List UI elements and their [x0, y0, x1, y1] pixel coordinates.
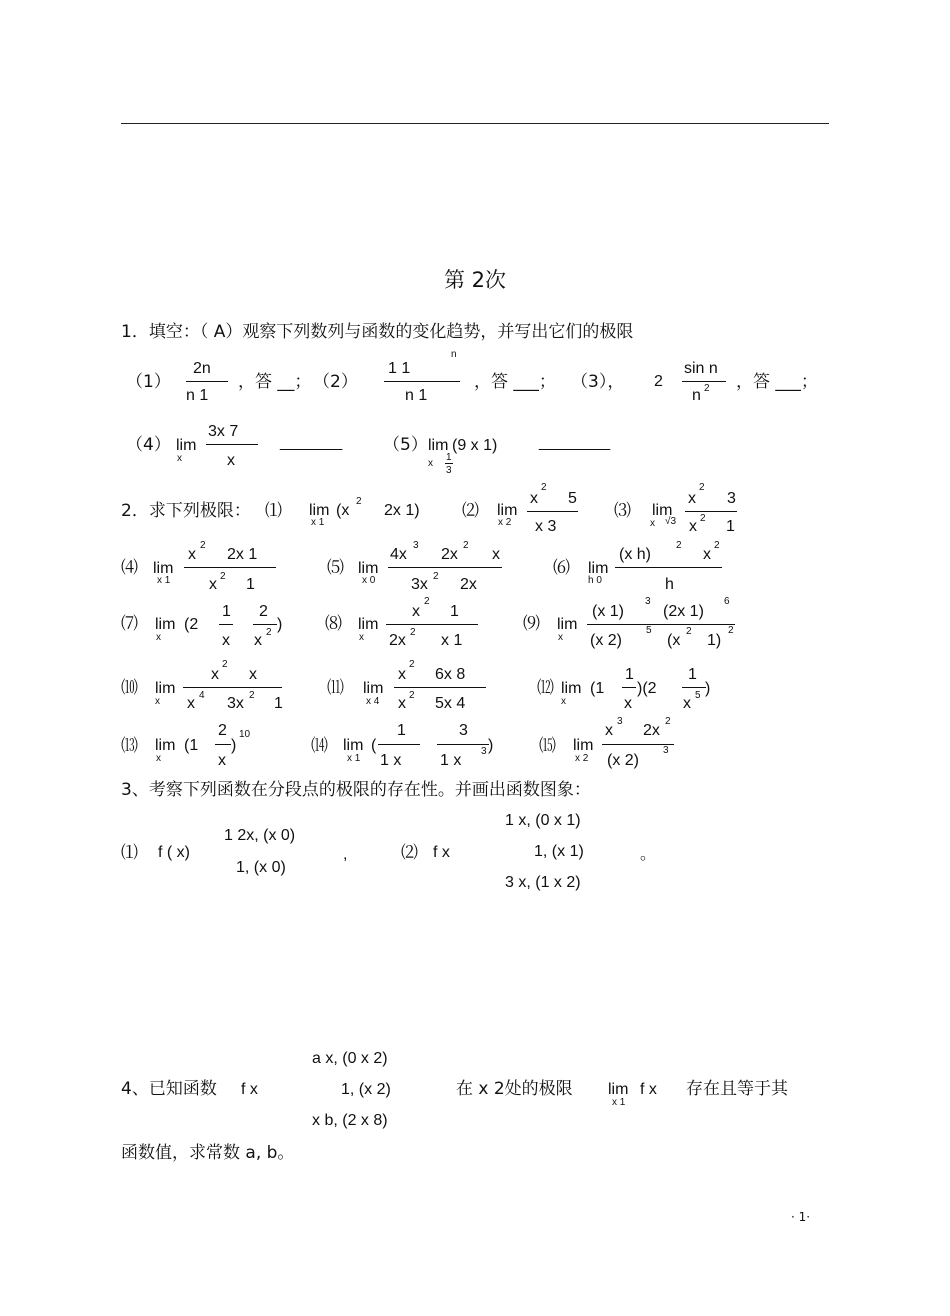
denominator: x	[624, 695, 632, 712]
q1-item-5-expr: (9 x 1)	[452, 437, 498, 454]
lim-subscript: x	[650, 518, 655, 529]
exponent: 2	[410, 627, 416, 638]
problem-label: ⑾	[327, 678, 344, 698]
expr: (x	[336, 502, 350, 519]
fraction-bar	[206, 444, 258, 445]
lim-subscript-root: √3	[665, 516, 677, 527]
problem-label: ⑹	[553, 558, 570, 578]
denominator: x	[254, 632, 262, 649]
lim-subscript: x	[558, 632, 563, 643]
numerator: 1	[625, 666, 634, 683]
q1-item-1-label: （1）	[126, 372, 171, 392]
q1-item-3-den-exp: 2	[704, 383, 710, 394]
numerator-rest: (2x 1)	[663, 603, 704, 620]
numerator-rest: 5	[568, 490, 577, 507]
function-name: f x	[640, 1081, 657, 1098]
lim-operator: lim	[652, 502, 673, 519]
exponent: 2	[665, 716, 671, 727]
denominator-rest: 1	[246, 576, 255, 593]
lim-operator: lim	[155, 737, 176, 754]
denominator: x	[398, 695, 406, 712]
problem-label: ⒂	[539, 736, 556, 756]
denominator-rest: 5x 4	[435, 695, 466, 712]
problem-label: ⑵	[462, 501, 479, 521]
exponent: 2	[356, 496, 362, 507]
problem-label: ⑼	[523, 614, 540, 634]
denominator-rest: (x	[667, 632, 681, 649]
lim-operator: lim	[557, 616, 578, 633]
numerator-rest: 2x 1	[227, 546, 258, 563]
lim-subscript: x 1	[347, 753, 361, 764]
lim-operator: lim	[155, 616, 176, 633]
close-paren: )	[705, 680, 711, 697]
top-rule	[121, 123, 829, 124]
exponent: 3	[413, 540, 419, 551]
exponent: 2	[424, 596, 430, 607]
q4-mid: 在 x 2处的极限	[456, 1079, 573, 1099]
q4-suffix: 存在且等于其	[686, 1079, 788, 1099]
fraction-bar	[685, 511, 737, 512]
q1-item-3-den: n	[692, 387, 701, 404]
lim-subscript: h 0	[588, 575, 602, 586]
numerator: x	[530, 490, 538, 507]
denominator: 2x	[389, 632, 406, 649]
fraction-bar	[682, 381, 726, 382]
denominator: x	[187, 695, 195, 712]
exponent: 2	[222, 659, 228, 670]
expr: (1	[184, 737, 199, 754]
q1-item-3-answer: ，答 ___；	[736, 372, 818, 392]
lim-subscript: x 4	[366, 696, 380, 707]
fraction-bar	[386, 624, 478, 625]
q1-item-5-label: （5）	[383, 435, 428, 455]
piecewise-case: 1, (x 1)	[534, 843, 584, 860]
q1-item-1-num: 2n	[193, 360, 211, 377]
expr-mid: )(2	[637, 680, 657, 697]
page-number: · 1·	[791, 1210, 811, 1224]
denominator-mid: 3x	[227, 695, 244, 712]
fraction-bar	[527, 511, 578, 512]
denominator-rest: x 1	[441, 632, 463, 649]
denominator: x 3	[535, 518, 557, 535]
denominator-rest: 1	[726, 518, 735, 535]
q4-line2: 函数值，求常数 a, b。	[121, 1143, 295, 1163]
q1-item-1-den: n 1	[186, 387, 209, 404]
exponent: 2	[249, 690, 255, 701]
lim-subscript: x	[561, 696, 566, 707]
lim-subscript: x 2	[498, 517, 512, 528]
q1-item-2-answer: ，答 ___；	[474, 372, 556, 392]
page-title: 第 2次	[443, 268, 507, 292]
lim-subscript-den: 3	[446, 465, 452, 476]
exponent: 5	[646, 625, 652, 636]
numerator-rest: 1	[450, 603, 459, 620]
numerator: 1	[222, 603, 231, 620]
exponent: 2	[686, 626, 692, 637]
lim-subscript: x 1	[612, 1097, 626, 1108]
numerator: 1	[397, 722, 406, 739]
problem-label: ⑷	[121, 558, 138, 578]
denominator: (x 2)	[607, 752, 639, 769]
q1-item-3-label: （3），	[571, 372, 625, 392]
fraction-bar	[378, 744, 420, 745]
problem-label: ⑺	[121, 614, 138, 634]
fraction-bar	[384, 381, 460, 382]
numerator: 3	[459, 722, 468, 739]
fraction-bar	[219, 624, 233, 625]
q1-heading: 1．填空：（ A）观察下列数列与函数的变化趋势，并写出它们的极限	[121, 322, 634, 342]
lim-operator: lim	[561, 680, 582, 697]
close-paren: )	[231, 737, 237, 754]
numerator: x	[211, 666, 219, 683]
q1-item-1-answer: ，答 __；	[238, 372, 312, 392]
expr: (1	[590, 680, 605, 697]
fraction-bar	[437, 744, 489, 745]
function-label: ⑵	[401, 843, 418, 863]
piecewise-case: 3 x, (1 x 2)	[505, 874, 581, 891]
exponent: 3	[617, 716, 623, 727]
q1-item-2-label: （2）	[313, 372, 358, 392]
denominator: h	[665, 576, 674, 593]
denominator: 3x	[411, 576, 428, 593]
function-label: ⑴	[121, 843, 138, 863]
numerator: (x h)	[619, 546, 651, 563]
lim-operator: lim	[497, 502, 518, 519]
fraction-bar	[253, 624, 277, 625]
lim-operator: lim	[573, 737, 594, 754]
piecewise-case: x b, (2 x 8)	[312, 1112, 388, 1129]
fraction-bar	[186, 381, 228, 382]
expr-rest: 2x 1)	[384, 502, 420, 519]
exponent: 2	[409, 690, 415, 701]
exponent: 2	[463, 540, 469, 551]
numerator-rest: 6x 8	[435, 666, 466, 683]
fraction-bar	[445, 463, 453, 464]
exponent: 2	[541, 482, 547, 493]
denominator-rest: 1	[274, 695, 283, 712]
q3-heading: 3、考察下列函数在分段点的极限的存在性。并画出函数图象：	[121, 780, 591, 800]
exponent: 2	[200, 540, 206, 551]
piecewise-case: 1, (x 2)	[341, 1081, 391, 1098]
problem-label: ⑽	[121, 678, 138, 698]
trailing-punct: 。	[640, 846, 657, 863]
numerator: (x 1)	[592, 603, 624, 620]
fraction-bar	[215, 744, 231, 745]
exponent: 4	[199, 690, 205, 701]
piecewise-case: 1 2x, (x 0)	[224, 827, 296, 844]
denominator: 1 x	[380, 752, 402, 769]
lim-operator: lim	[428, 437, 449, 454]
exponent: 2	[676, 540, 682, 551]
problem-label: ⒁	[311, 736, 328, 756]
q1-item-2-exp: n	[451, 349, 457, 360]
lim-operator: lim	[608, 1081, 629, 1098]
open-paren: (	[371, 737, 377, 754]
fraction-bar	[184, 567, 276, 568]
expr: (2	[184, 616, 199, 633]
lim-subscript: x	[428, 458, 433, 469]
exponent: 2	[266, 627, 272, 638]
exponent: 10	[239, 729, 251, 740]
lim-operator: lim	[176, 437, 197, 454]
q1-item-3-pre: 2	[654, 373, 663, 390]
q1-item-4-label: （4）	[126, 435, 171, 455]
exponent: 5	[695, 690, 701, 701]
lim-operator: lim	[343, 737, 364, 754]
fraction-bar	[682, 687, 706, 688]
numerator-mid: 2x	[441, 546, 458, 563]
fraction-bar	[394, 687, 486, 688]
piecewise-case: 1 x, (0 x 1)	[505, 812, 581, 829]
lim-subscript-num: 1	[446, 452, 452, 463]
lim-subscript: x 2	[575, 753, 589, 764]
fraction-bar	[622, 687, 636, 688]
q2-heading: 2．求下列极限：	[121, 501, 251, 521]
close-paren: )	[277, 616, 283, 633]
q1-item-4-blank: _______	[280, 434, 343, 451]
denominator: (x 2)	[590, 632, 622, 649]
lim-operator: lim	[358, 560, 379, 577]
numerator-rest: 3	[727, 490, 736, 507]
exponent: 2	[728, 625, 734, 636]
denominator: x	[218, 752, 226, 769]
numerator: 2	[259, 603, 268, 620]
numerator-rest: x	[703, 546, 711, 563]
denominator-rest: 2x	[460, 576, 477, 593]
numerator: x	[688, 490, 696, 507]
piecewise-case: a x, (0 x 2)	[312, 1050, 388, 1067]
numerator: 2	[218, 722, 227, 739]
numerator-rest: x	[492, 546, 500, 563]
exponent: 2	[409, 659, 415, 670]
function-name: f ( x)	[158, 844, 190, 861]
lim-subscript: x	[156, 632, 161, 643]
exponent: 3	[481, 746, 487, 757]
exponent: 3	[645, 596, 651, 607]
exponent: 2	[433, 571, 439, 582]
lim-operator: lim	[309, 502, 330, 519]
q4-prefix: 4、已知函数	[121, 1079, 217, 1099]
exponent: 2	[699, 482, 705, 493]
numerator: x	[398, 666, 406, 683]
q1-item-2-den: n 1	[405, 387, 428, 404]
piecewise-case: 1, (x 0)	[236, 859, 286, 876]
fraction-bar	[388, 567, 502, 568]
problem-label: ⑴	[265, 501, 282, 521]
close-paren: )	[488, 737, 494, 754]
numerator: x	[188, 546, 196, 563]
lim-subscript: x 1	[157, 575, 171, 586]
lim-operator: lim	[363, 680, 384, 697]
numerator-rest: 2x	[643, 722, 660, 739]
fraction-bar	[183, 687, 282, 688]
q1-item-3-num: sin n	[684, 360, 718, 377]
trailing-punct: ,	[343, 846, 348, 863]
function-name: f x	[433, 844, 450, 861]
problem-label: ⑶	[614, 501, 631, 521]
exponent: 2	[700, 513, 706, 524]
numerator-rest: x	[249, 666, 257, 683]
lim-subscript: x 1	[311, 517, 325, 528]
q1-item-4-den: x	[227, 452, 235, 469]
fraction-bar	[587, 624, 735, 625]
problem-label: ⑻	[325, 614, 342, 634]
lim-subscript: x	[156, 753, 161, 764]
problem-label: ⑸	[327, 558, 344, 578]
lim-subscript: x	[177, 453, 182, 464]
problem-label: ⒀	[121, 736, 138, 756]
numerator: 1	[688, 666, 697, 683]
lim-subscript: x 0	[362, 575, 376, 586]
exponent: 6	[724, 596, 730, 607]
lim-operator: lim	[153, 560, 174, 577]
q1-item-5-blank: ________	[539, 434, 611, 451]
lim-operator: lim	[588, 560, 609, 577]
q1-item-2-num: 1 1	[388, 360, 411, 377]
exponent: 2	[714, 540, 720, 551]
denominator: 1 x	[440, 752, 462, 769]
denominator: x	[222, 632, 230, 649]
numerator: 4x	[390, 546, 407, 563]
numerator: x	[412, 603, 420, 620]
q1-item-4-num: 3x 7	[208, 423, 239, 440]
lim-operator: lim	[155, 680, 176, 697]
fraction-bar	[615, 567, 722, 568]
exponent: 2	[220, 571, 226, 582]
denominator: x	[689, 518, 697, 535]
lim-operator: lim	[358, 616, 379, 633]
denominator: x	[209, 576, 217, 593]
exponent: 3	[663, 745, 669, 756]
function-name: f x	[241, 1081, 258, 1098]
numerator: x	[605, 722, 613, 739]
lim-subscript: x	[155, 696, 160, 707]
lim-subscript: x	[359, 632, 364, 643]
denominator: x	[683, 695, 691, 712]
problem-label: ⑿	[537, 678, 554, 698]
denominator-rest: 1)	[707, 632, 722, 649]
